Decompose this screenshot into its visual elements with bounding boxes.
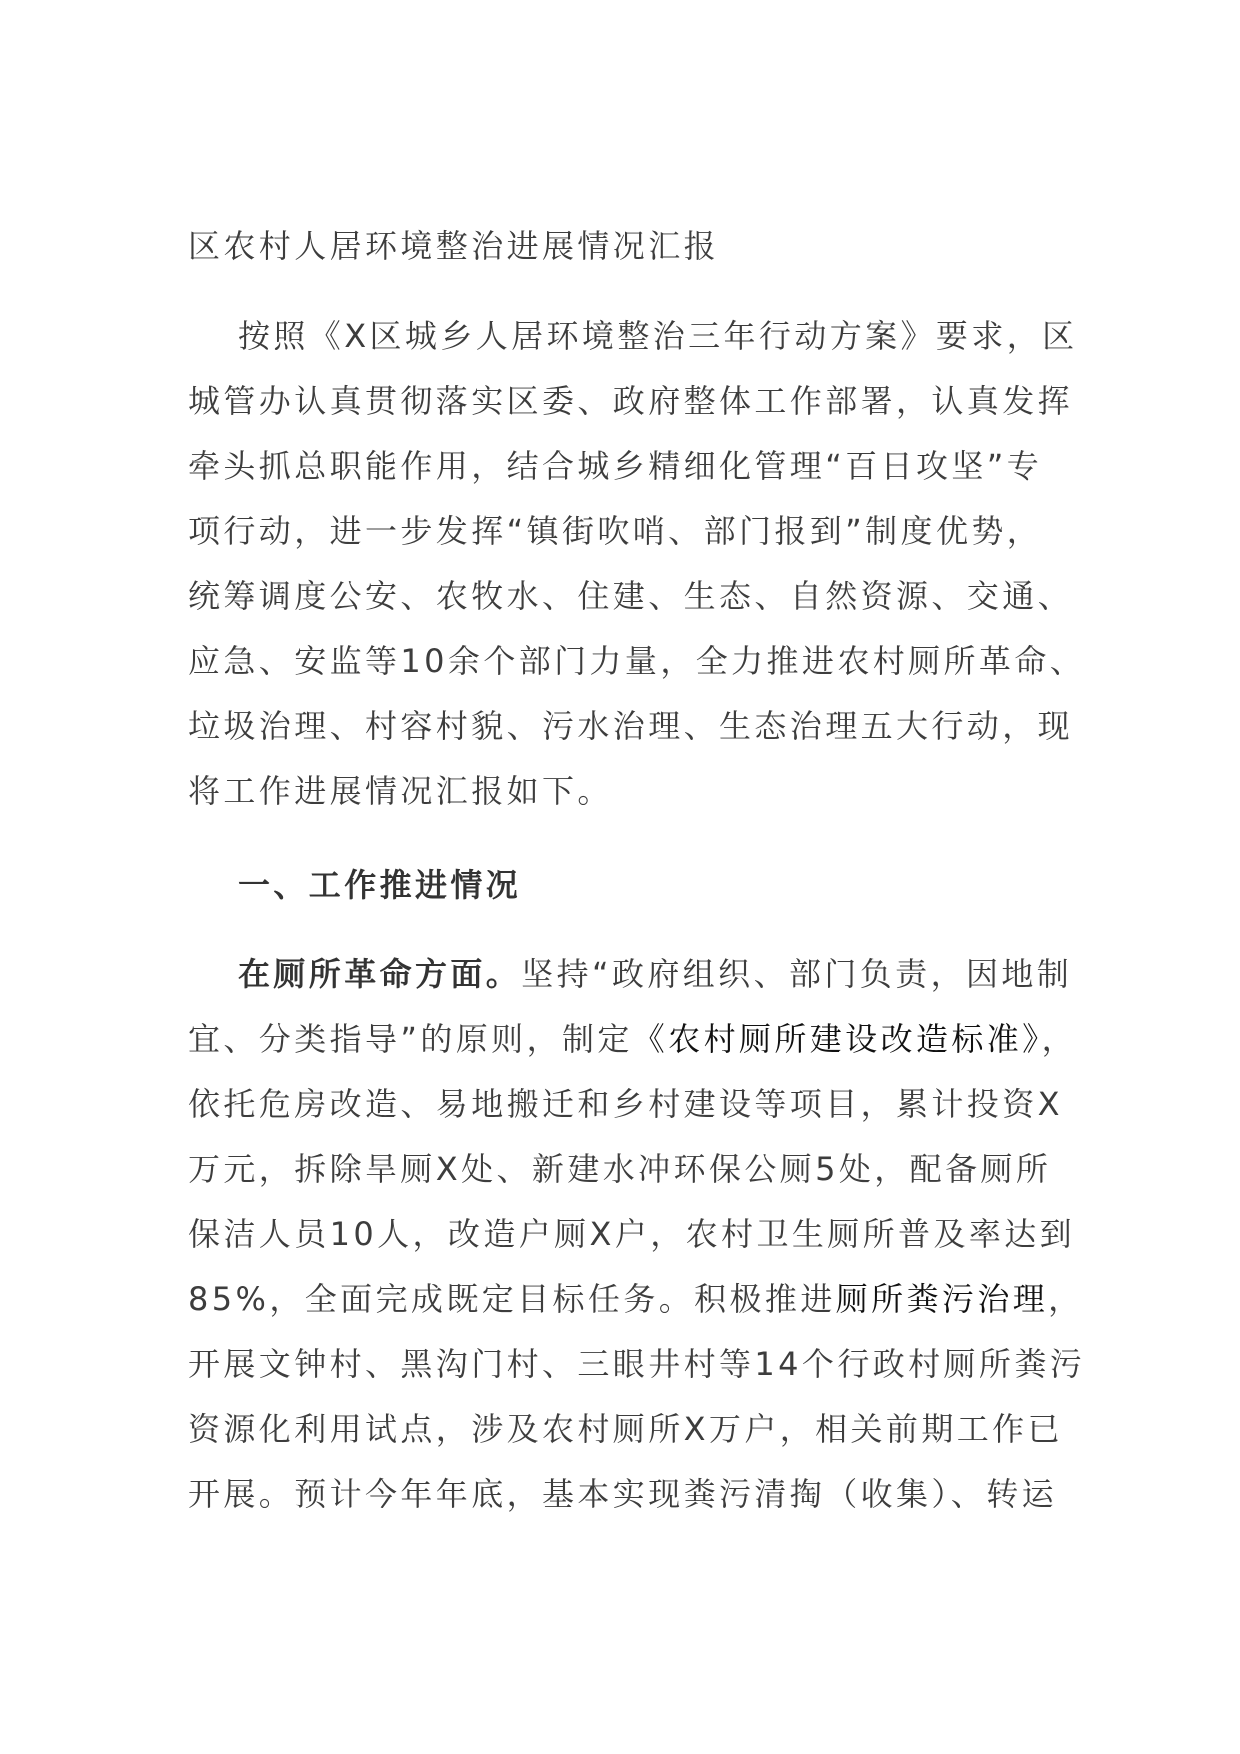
paragraph-line: 牵头抓总职能作用，结合城乡精细化管理“百日攻坚”专 [188,447,1043,485]
document-title: 区农村人居环境整治进展情况汇报 [188,227,720,265]
highlight-text: 厕所粪污治理 [835,1280,1049,1318]
paragraph-line: 开展文钟村、黑沟门村、三眼井村等14个行政村厕所粪污 [188,1345,1086,1383]
paragraph-line: 城管办认真贯彻落实区委、政府整体工作部署，认真发挥 [188,382,1074,420]
text-span: 宜、分类指导”的原则，制定 [188,1020,633,1058]
paragraph-line [238,954,1108,994]
paragraph-line [188,1279,1084,1319]
paragraph-line: 保洁人员10人，改造户厕X户，农村卫生厕所普及率达到 [188,1215,1076,1253]
standard-title: 《农村厕所建设改造标准》 [632,1020,1042,1058]
paragraph-line: 资源化利用试点，涉及农村厕所X万户，相关前期工作已 [188,1410,1063,1448]
paragraph-line: 依托危房改造、易地搬迁和乡村建设等项目，累计投资X [188,1085,1063,1123]
paragraph-line: 万元，拆除旱厕X处、新建水冲环保公厕5处，配备厕所 [188,1150,1052,1188]
text-span: 坚持“政府组织、部门负责，因地制 [521,955,1073,993]
paragraph-line: 开展。预计今年年底，基本实现粪污清掏（收集）、转运 [188,1475,1058,1513]
paragraph-lead: 在厕所革命方面。 [238,955,522,993]
paragraph-line [188,1019,1077,1059]
text-span: ， [1048,1280,1084,1318]
section-heading: 一、工作推进情况 [238,866,522,904]
paragraph-line: 应急、安监等10余个部门力量，全力推进农村厕所革命、 [188,642,1086,680]
paragraph-line: 将工作进展情况汇报如下。 [188,772,613,810]
text-span: 85%，全面完成既定目标任务。积极推进 [188,1280,836,1318]
paragraph-line: 按照《X区城乡人居环境整治三年行动方案》要求，区 [238,317,1078,355]
text-span: ， [1041,1020,1077,1058]
paragraph-line: 项行动，进一步发挥“镇街吹哨、部门报到”制度优势， [188,512,1043,550]
paragraph-line: 统筹调度公安、农牧水、住建、生态、自然资源、交通、 [188,577,1074,615]
paragraph-line: 垃圾治理、村容村貌、污水治理、生态治理五大行动，现 [188,707,1074,745]
